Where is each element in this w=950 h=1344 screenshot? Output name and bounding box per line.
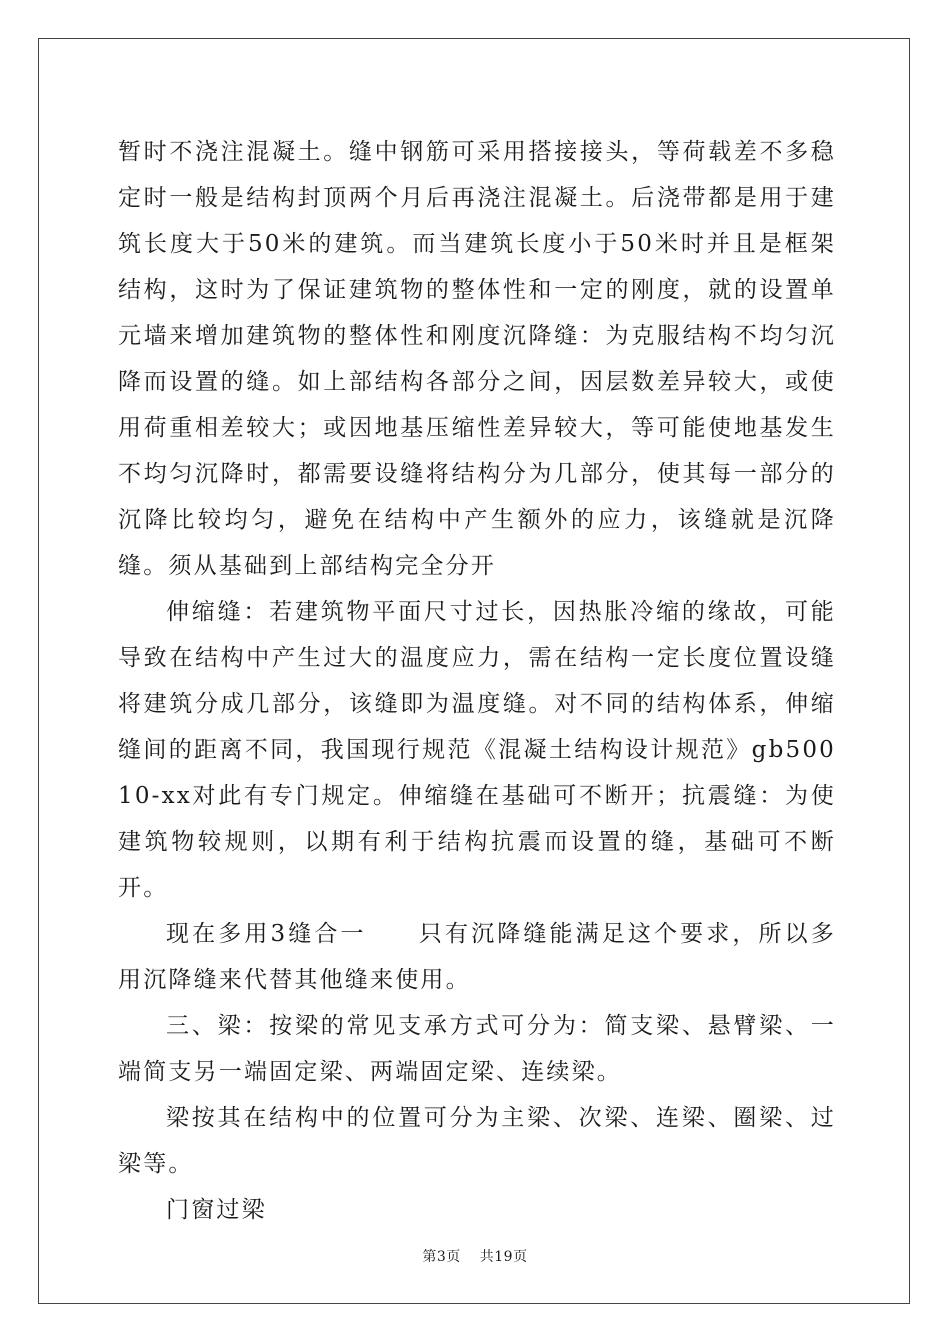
document-body: [118, 129, 836, 1233]
paragraph-2: 伸缩缝：若建筑物平面尺寸过长，因热胀冷缩的缘故，可能导致在结构中产生过大的温度应力，需在结构一定长度位置设缝将建筑分成几部分，该缝即为温度缝。对不同的结构体系，伸缩缝间的距离不同，我国现行规范《混凝土结构设计规范》gb50010-xx对此有专门规定。伸缩缝在基础可不断开；抗震缝：为使建筑物较规则，以期有利于结构抗震而设置的缝，基础可不断开。: [118, 599, 836, 901]
paragraph-3: 现在多用3缝合一 只有沉降缝能满足这个要求，所以多用沉降缝来代替其他缝来使用。: [118, 921, 836, 993]
page-number: 第3页: [422, 1249, 461, 1265]
paragraph-5: 梁按其在结构中的位置可分为主梁、次梁、连梁、圈梁、过梁等。: [118, 1105, 836, 1177]
page-footer: [0, 1246, 950, 1266]
page-total: 共19页: [479, 1249, 528, 1265]
paragraph-6: 门窗过梁: [166, 1197, 267, 1223]
paragraph-4: 三、梁：按梁的常见支承方式可分为：简支梁、悬臂梁、一端简支另一端固定梁、两端固定梁、连续梁。: [118, 1013, 836, 1085]
paragraph-1: 暂时不浇注混凝土。缝中钢筋可采用搭接接头，等荷载差不多稳定时一般是结构封顶两个月后再浇注混凝土。后浇带都是用于建筑长度大于50米的建筑。而当建筑长度小于50米时并且是框架结构，这时为了保证建筑物的整体性和一定的刚度，就的设置单元墙来增加建筑物的整体性和刚度沉降缝：为克服结构不均匀沉降而设置的缝。如上部结构各部分之间，因层数差异较大，或使用荷重相差较大；或因地基压缩性差异较大，等可能使地基发生不均匀沉降时，都需要设缝将结构分为几部分，使其每一部分的沉降比较均匀，避免在结构中产生额外的应力，该缝就是沉降缝。须从基础到上部结构完全分开: [118, 139, 836, 579]
